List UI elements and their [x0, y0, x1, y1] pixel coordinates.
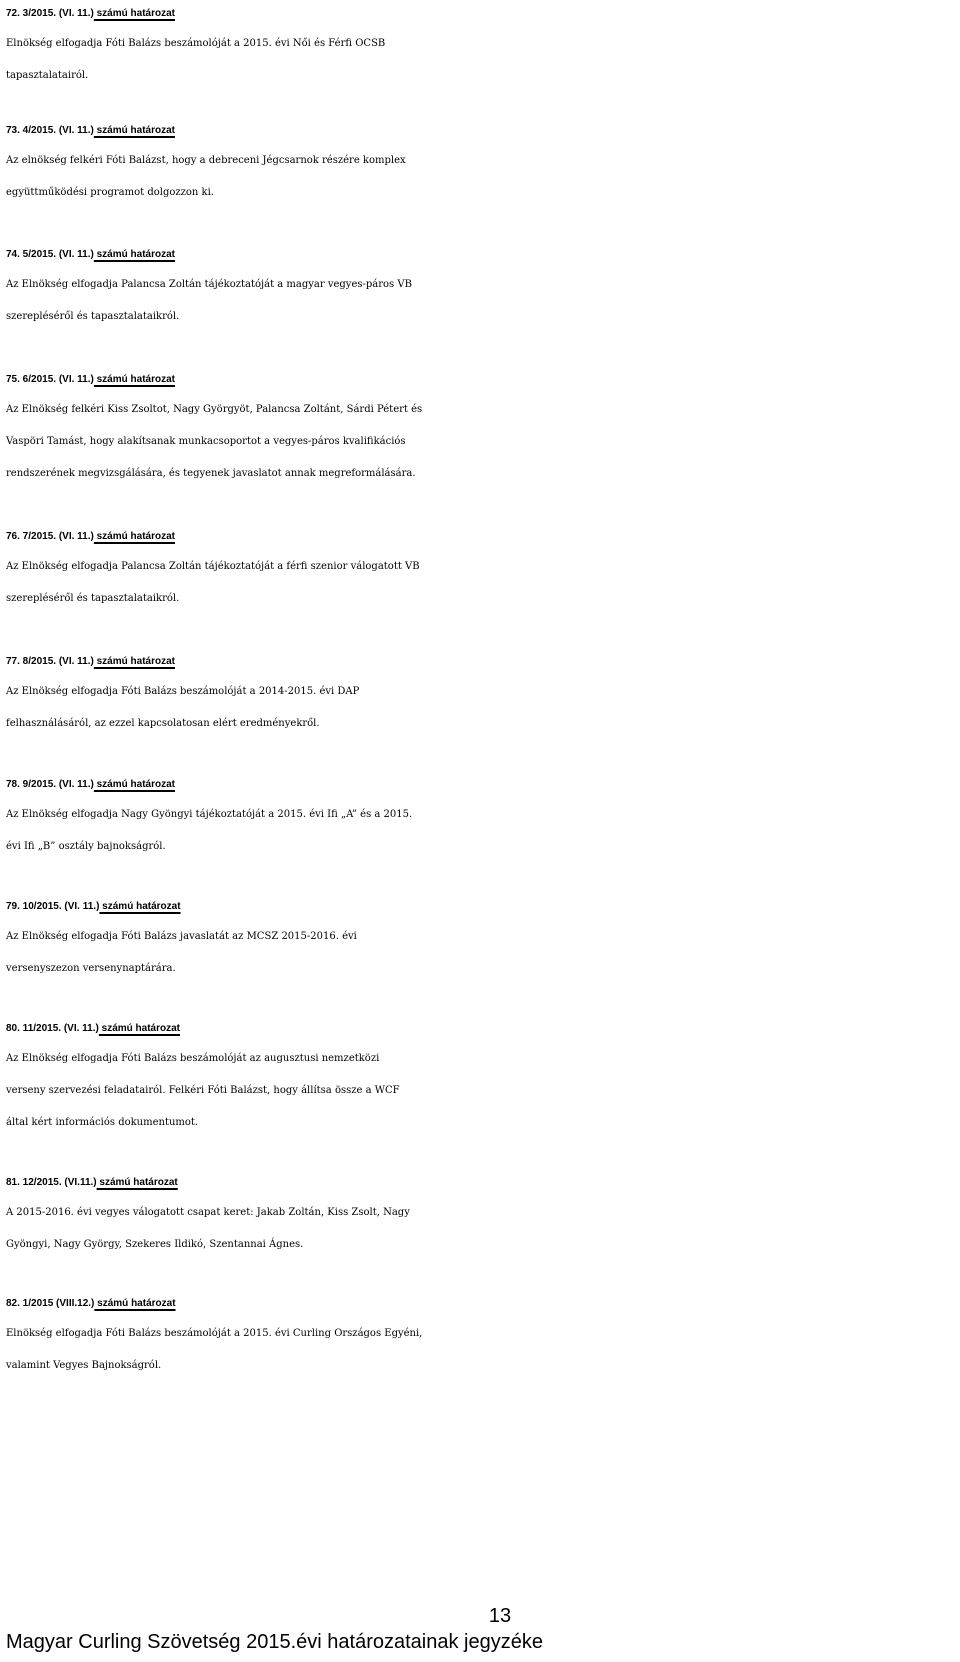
- resolution-text-line: Az Elnökség elfogadja Palancsa Zoltán tájékoztatóját a magyar vegyes-páros VB: [6, 279, 412, 290]
- resolution-number: 75. 6/2015. (VI. 11.): [6, 374, 94, 385]
- resolution-title: számú határozat: [96, 1177, 178, 1188]
- resolution-heading: [0, 0, 960, 28]
- resolution-number: 78. 9/2015. (VI. 11.): [6, 779, 94, 790]
- resolution-heading: [0, 893, 960, 921]
- resolution-78: [0, 771, 960, 863]
- resolution-heading: [0, 648, 960, 676]
- resolution-text-line: Vaspöri Tamást, hogy alakítsanak munkacsoportot a vegyes-páros kvalifikációs: [6, 436, 406, 447]
- resolution-text-line: Elnökség elfogadja Fóti Balázs beszámolóját a 2015. évi Curling Országos Egyéni,: [6, 1328, 423, 1339]
- resolution-title: számú határozat: [93, 374, 175, 385]
- resolution-heading: [0, 366, 960, 394]
- resolution-text-line: Az Elnökség elfogadja Fóti Balázs beszámolóját a 2014-2015. évi DAP: [6, 686, 360, 697]
- resolution-text-line: versenyszezon versenynaptárára.: [6, 963, 176, 974]
- resolution-heading: [0, 1169, 960, 1197]
- resolution-text-line: felhasználásáról, az ezzel kapcsolatosan elért eredményekről.: [6, 718, 320, 729]
- resolution-title: számú határozat: [93, 8, 175, 19]
- resolution-number: 73. 4/2015. (VI. 11.): [6, 125, 94, 136]
- resolution-77: [0, 648, 960, 740]
- resolution-heading: [0, 771, 960, 799]
- page-footer: Magyar Curling Szövetség 2015.évi határozatainak jegyzéke: [6, 1631, 543, 1653]
- resolution-75: [0, 366, 960, 490]
- resolution-title: számú határozat: [99, 901, 181, 912]
- resolution-text-line: évi Ifi „B” osztály bajnokságról.: [6, 841, 166, 852]
- page-number: 13: [488, 1605, 512, 1627]
- resolution-number: 74. 5/2015. (VI. 11.): [6, 249, 94, 260]
- resolution-72: [0, 0, 960, 92]
- resolution-74: [0, 241, 960, 333]
- resolution-title: számú határozat: [93, 125, 175, 136]
- resolution-number: 80. 11/2015. (VI. 11.): [6, 1023, 99, 1034]
- resolution-text-line: valamint Vegyes Bajnokságról.: [6, 1360, 162, 1371]
- resolution-title: számú határozat: [93, 779, 175, 790]
- resolution-heading: [0, 1290, 960, 1318]
- resolution-title: számú határozat: [98, 1023, 180, 1034]
- resolution-title: számú határozat: [93, 656, 175, 667]
- resolution-82: [0, 1290, 960, 1382]
- resolution-text-line: Gyöngyi, Nagy György, Szekeres Ildikó, Szentannai Ágnes.: [6, 1239, 304, 1250]
- resolution-text-line: tapasztalatairól.: [6, 70, 89, 81]
- resolution-title: számú határozat: [94, 1298, 176, 1309]
- resolution-79: [0, 893, 960, 985]
- resolution-text-line: által kért információs dokumentumot.: [6, 1117, 199, 1128]
- resolution-number: 79. 10/2015. (VI. 11.): [6, 901, 100, 912]
- resolution-text-line: Az Elnökség elfogadja Palancsa Zoltán tájékoztatóját a férfi szenior válogatott VB: [6, 561, 420, 572]
- resolution-text-line: Az Elnökség felkéri Kiss Zsoltot, Nagy Györgyöt, Palancsa Zoltánt, Sárdi Pétert és: [6, 404, 423, 415]
- resolution-text-line: A 2015-2016. évi vegyes válogatott csapat keret: Jakab Zoltán, Kiss Zsolt, Nagy: [6, 1207, 410, 1218]
- resolution-text-line: szerepléséről és tapasztalataikról.: [6, 593, 180, 604]
- resolution-number: 81. 12/2015. (VI.11.): [6, 1177, 97, 1188]
- resolution-number: 72. 3/2015. (VI. 11.): [6, 8, 94, 19]
- resolution-number: 76. 7/2015. (VI. 11.): [6, 531, 94, 542]
- resolution-number: 82. 1/2015 (VIII.12.): [6, 1298, 95, 1309]
- resolution-text-line: Az Elnökség elfogadja Nagy Gyöngyi tájékoztatóját a 2015. évi Ifi „A” és a 2015.: [6, 809, 413, 820]
- resolution-heading: [0, 523, 960, 551]
- resolution-heading: [0, 241, 960, 269]
- resolution-text-line: szerepléséről és tapasztalataikról.: [6, 311, 180, 322]
- resolution-heading: [0, 1015, 960, 1043]
- resolution-text-line: Az Elnökség elfogadja Fóti Balázs javaslatát az MCSZ 2015-2016. évi: [6, 931, 357, 942]
- resolution-text-line: rendszerének megvizsgálására, és tegyenek javaslatot annak megreformálására.: [6, 468, 416, 479]
- resolution-81: [0, 1169, 960, 1261]
- resolution-text-line: Az elnökség felkéri Fóti Balázst, hogy a debreceni Jégcsarnok részére komplex: [6, 155, 406, 166]
- resolution-heading: [0, 117, 960, 145]
- resolution-text-line: Elnökség elfogadja Fóti Balázs beszámolóját a 2015. évi Női és Férfi OCSB: [6, 38, 386, 49]
- resolution-title: számú határozat: [93, 249, 175, 260]
- resolution-number: 77. 8/2015. (VI. 11.): [6, 656, 94, 667]
- resolution-text-line: verseny szervezési feladatairól. Felkéri Fóti Balázst, hogy állítsa össze a WCF: [6, 1085, 400, 1096]
- resolution-title: számú határozat: [93, 531, 175, 542]
- resolution-73: [0, 117, 960, 209]
- resolution-80: [0, 1015, 960, 1139]
- resolution-76: [0, 523, 960, 615]
- resolution-text-line: együttműködési programot dolgozzon ki.: [6, 187, 214, 198]
- resolution-text-line: Az Elnökség elfogadja Fóti Balázs beszámolóját az augusztusi nemzetközi: [6, 1053, 380, 1064]
